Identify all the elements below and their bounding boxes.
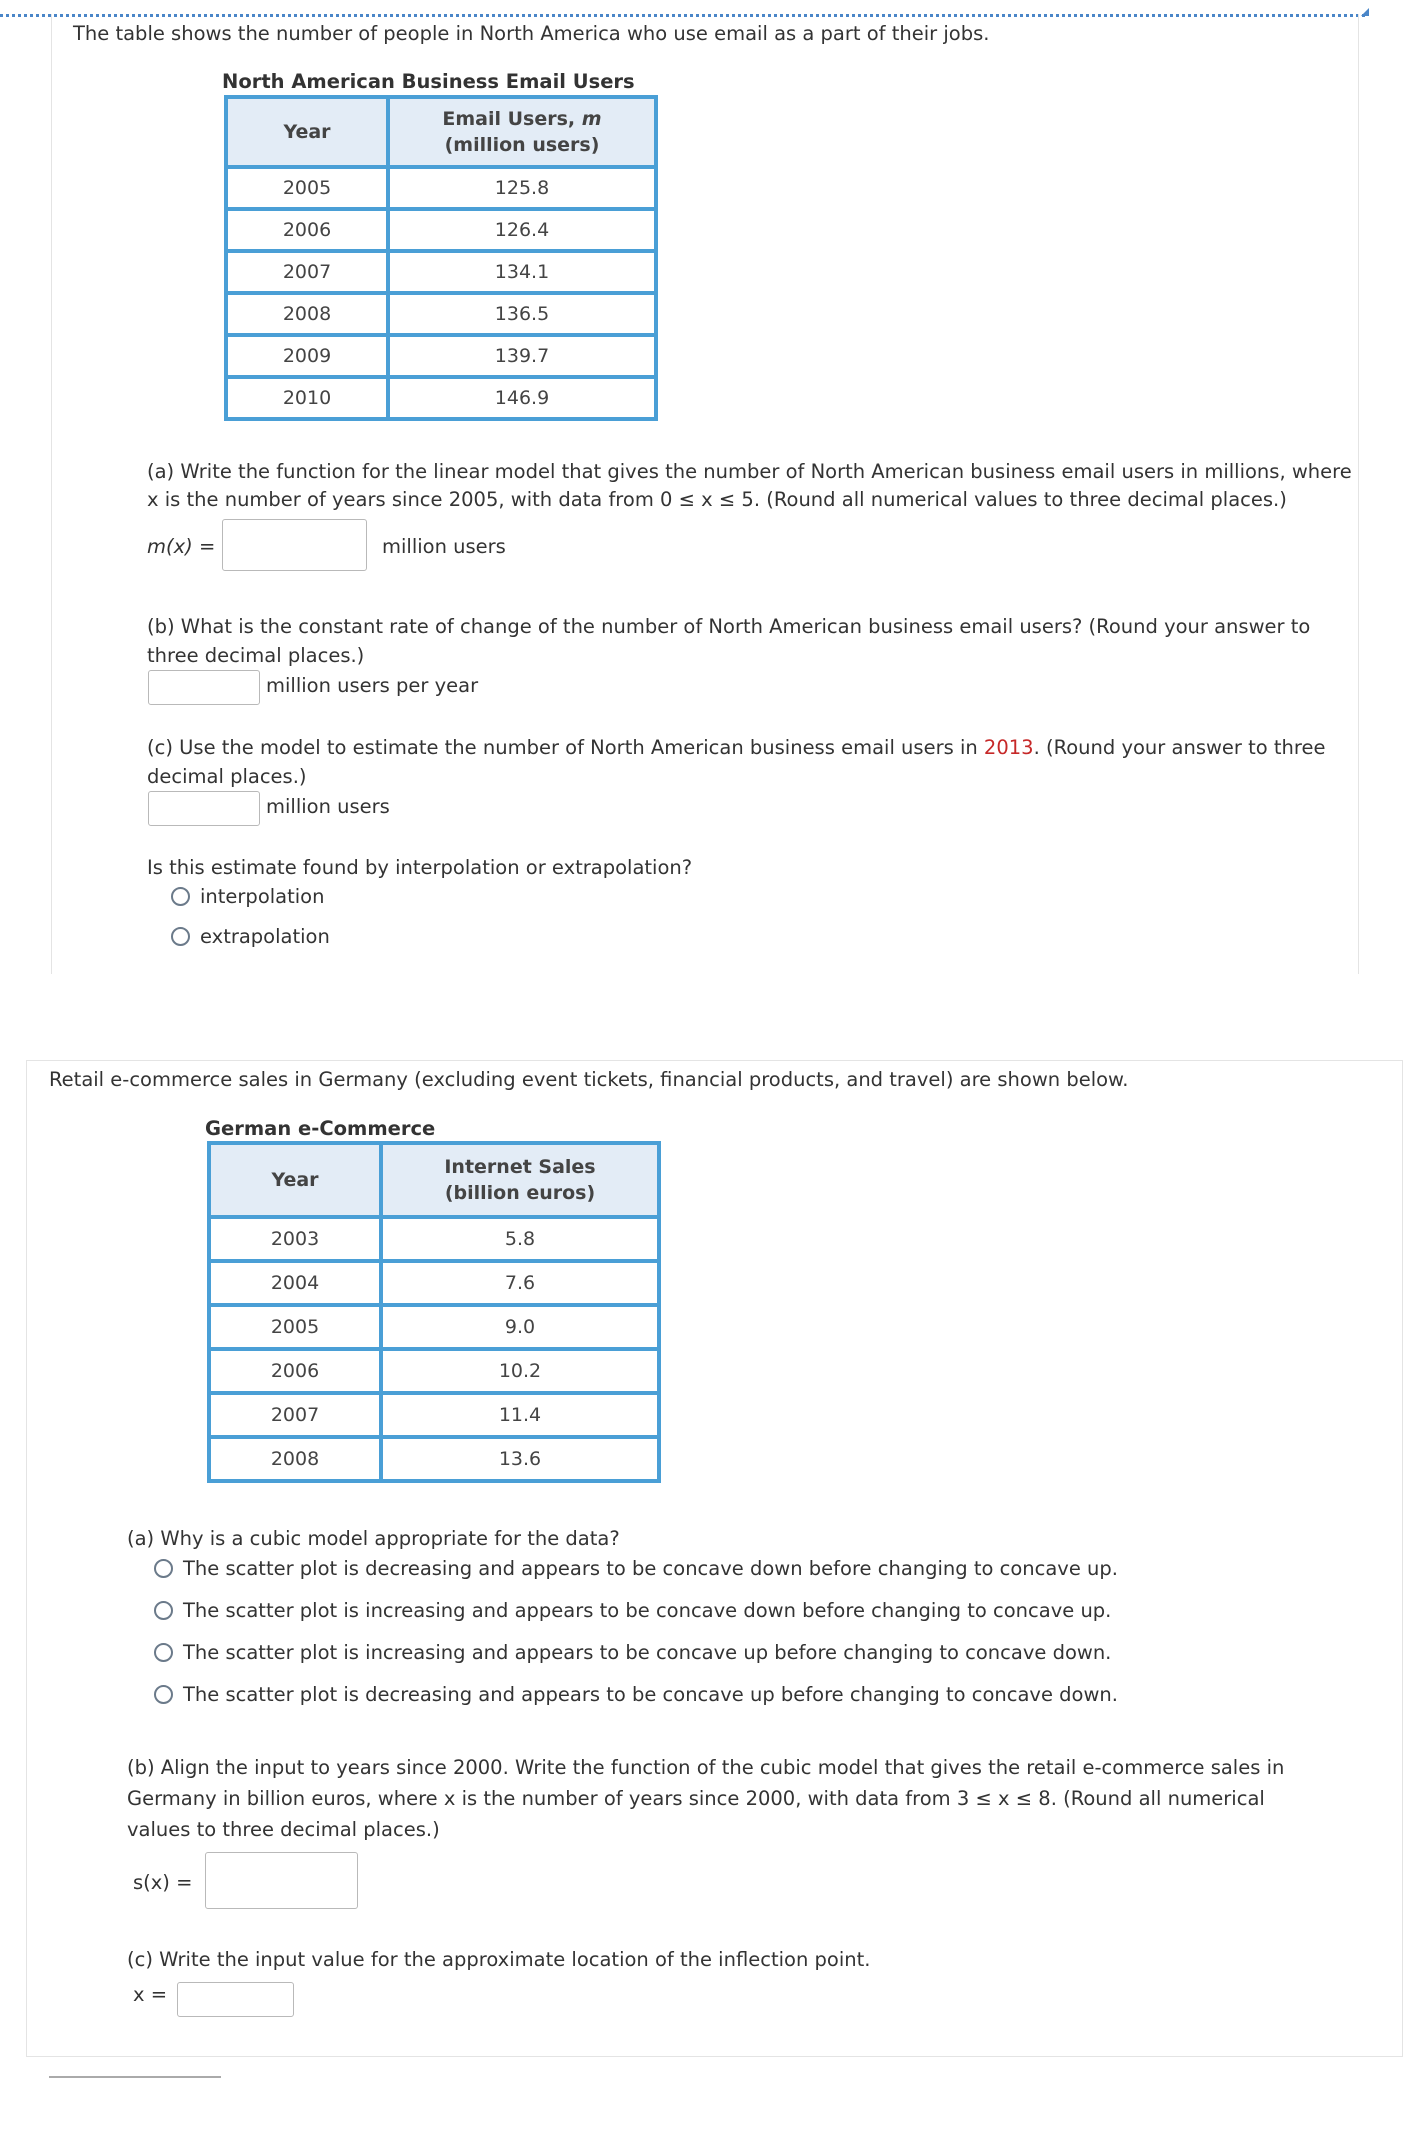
q2-part-b-text-3: values to three decimal places.) xyxy=(127,1818,440,1841)
col-header-units: (million users) xyxy=(444,134,600,156)
col-header-sales-units: (billion euros) xyxy=(444,1182,596,1204)
table-row xyxy=(226,377,656,419)
m-of-x-unit: million users xyxy=(382,535,506,558)
q1-part-a-text-1: (a) Write the function for the linear model that gives the number of North American business email users in millions, where xyxy=(147,460,1352,483)
year-cell: 2003 xyxy=(209,1217,381,1261)
german-ecommerce-table xyxy=(207,1141,661,1483)
radio-option-2[interactable]: The scatter plot is increasing and appears to be concave down before changing to concave up. xyxy=(154,1596,1111,1625)
table-row xyxy=(209,1437,659,1481)
radio-circle[interactable] xyxy=(171,887,190,906)
col-header-email-users-label: Email Users, xyxy=(442,108,576,130)
estimate-2013-unit: million users xyxy=(266,795,390,818)
q1-intro: The table shows the number of people in North America who use email as a part of their jobs. xyxy=(73,22,990,45)
value-cell: 139.7 xyxy=(388,335,656,377)
q2-part-b-text-1: (b) Align the input to years since 2000. Write the function of the cubic model that gives the retail e-commerce sales in xyxy=(127,1756,1285,1779)
col-header-internet-sales xyxy=(381,1143,659,1217)
q2-part-b-text-2: Germany in billion euros, where x is the number of years since 2000, with data from 3 ≤ x ≤ 8. (Round all numerical xyxy=(127,1787,1265,1810)
estimate-2013-input[interactable] xyxy=(148,791,260,826)
year-cell: 2010 xyxy=(226,377,388,419)
table-row xyxy=(226,167,656,209)
email-users-table xyxy=(224,95,658,421)
s-of-x-label: s(x) = xyxy=(133,1871,193,1894)
inflection-x-input[interactable] xyxy=(177,1982,294,2017)
year-cell: 2007 xyxy=(226,251,388,293)
year-cell: 2008 xyxy=(209,1437,381,1481)
q2-intro: Retail e-commerce sales in Germany (excluding event tickets, financial products, and travel) are shown below. xyxy=(49,1068,1129,1091)
table-row xyxy=(209,1393,659,1437)
q1-part-c-text-1: (c) Use the model to estimate the number of North American business email users in 2013. (Round your answer to three xyxy=(147,736,1326,759)
radio-option-4[interactable]: The scatter plot is decreasing and appears to be concave up before changing to concave down. xyxy=(154,1680,1118,1709)
highlight-year: 2013 xyxy=(983,736,1034,759)
rate-of-change-input[interactable] xyxy=(148,670,260,705)
radio-option-1[interactable]: The scatter plot is decreasing and appears to be concave down before changing to concave up. xyxy=(154,1554,1118,1583)
bottom-rule xyxy=(49,2076,221,2078)
table-row xyxy=(226,209,656,251)
radio-circle[interactable] xyxy=(154,1643,173,1662)
value-cell: 9.0 xyxy=(381,1305,659,1349)
m-of-x-label: m(x) = xyxy=(147,535,216,558)
interp-question: Is this estimate found by interpolation or extrapolation? xyxy=(147,856,693,879)
year-cell: 2006 xyxy=(226,209,388,251)
m-of-x-input[interactable] xyxy=(222,519,367,571)
value-cell: 13.6 xyxy=(381,1437,659,1481)
year-cell: 2007 xyxy=(209,1393,381,1437)
radio-interpolation[interactable]: interpolation xyxy=(171,882,324,911)
value-cell: 125.8 xyxy=(388,167,656,209)
radio-circle[interactable] xyxy=(154,1559,173,1578)
radio-circle[interactable] xyxy=(171,927,190,946)
value-cell: 7.6 xyxy=(381,1261,659,1305)
col-header-var: m xyxy=(581,108,602,130)
rate-of-change-unit: million users per year xyxy=(266,674,479,697)
table-row xyxy=(226,335,656,377)
year-cell: 2009 xyxy=(226,335,388,377)
col-header-year: Year xyxy=(209,1143,381,1217)
q1-part-b-text-2: three decimal places.) xyxy=(147,644,365,667)
inflection-x-label: x = xyxy=(133,1983,168,2006)
year-cell: 2005 xyxy=(209,1305,381,1349)
q2-part-a-question: (a) Why is a cubic model appropriate for the data? xyxy=(127,1527,620,1550)
table-row xyxy=(226,251,656,293)
table-row xyxy=(209,1305,659,1349)
value-cell: 5.8 xyxy=(381,1217,659,1261)
table-row xyxy=(226,293,656,335)
q2-table-title: German e-Commerce xyxy=(205,1117,436,1140)
s-of-x-input[interactable] xyxy=(205,1852,358,1909)
value-cell: 136.5 xyxy=(388,293,656,335)
radio-circle[interactable] xyxy=(154,1685,173,1704)
q1-part-a-text-2: x is the number of years since 2005, with data from 0 ≤ x ≤ 5. (Round all numerical values to three decimal places.) xyxy=(147,488,1287,511)
year-cell: 2005 xyxy=(226,167,388,209)
col-header-email-users xyxy=(388,97,656,167)
year-cell: 2006 xyxy=(209,1349,381,1393)
col-header-year: Year xyxy=(226,97,388,167)
col-header-sales-label: Internet Sales xyxy=(444,1156,596,1178)
value-cell: 11.4 xyxy=(381,1393,659,1437)
q1-part-b-text-1: (b) What is the constant rate of change of the number of North American business email users? (Round your answer to xyxy=(147,615,1311,638)
q2-part-c-question: (c) Write the input value for the approximate location of the inflection point. xyxy=(127,1948,871,1971)
value-cell: 134.1 xyxy=(388,251,656,293)
table-row xyxy=(209,1217,659,1261)
year-cell: 2008 xyxy=(226,293,388,335)
radio-extrapolation[interactable]: extrapolation xyxy=(171,922,330,951)
table-row xyxy=(209,1261,659,1305)
value-cell: 126.4 xyxy=(388,209,656,251)
table-row xyxy=(209,1349,659,1393)
radio-option-3[interactable]: The scatter plot is increasing and appears to be concave up before changing to concave down. xyxy=(154,1638,1111,1667)
q1-table-title: North American Business Email Users xyxy=(222,70,635,93)
radio-circle[interactable] xyxy=(154,1601,173,1620)
q1-part-c-text-2: decimal places.) xyxy=(147,765,307,788)
year-cell: 2004 xyxy=(209,1261,381,1305)
value-cell: 10.2 xyxy=(381,1349,659,1393)
value-cell: 146.9 xyxy=(388,377,656,419)
